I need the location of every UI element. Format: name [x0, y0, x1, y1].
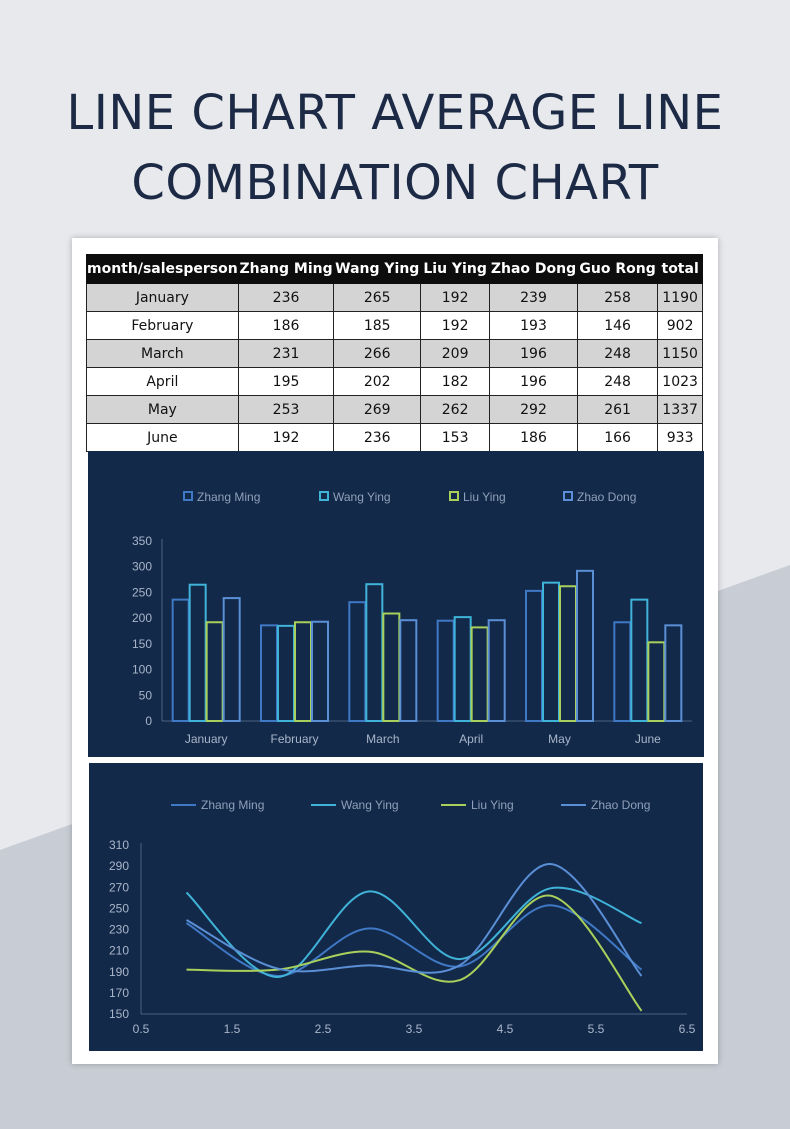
y-tick-label: 190 [108, 964, 129, 979]
y-tick-label: 150 [131, 636, 152, 651]
x-tick-label: 6.5 [678, 1022, 696, 1036]
y-tick-label: 210 [108, 943, 129, 958]
x-tick-label: 5.5 [587, 1022, 605, 1036]
table-cell: 196 [490, 368, 578, 396]
line-zhang-ming [187, 905, 642, 976]
table-cell: 192 [238, 424, 334, 452]
bar-liu-ying [472, 627, 488, 721]
x-tick-label: May [548, 732, 571, 746]
header-cell: Liu Ying [421, 255, 490, 284]
bar-zhao-dong [224, 598, 240, 721]
table-cell: January [87, 284, 239, 312]
table-cell: 1337 [658, 396, 703, 424]
bar-wang-ying [631, 600, 647, 721]
legend-label: Zhao Dong [577, 490, 637, 504]
table-cell: 1150 [658, 340, 703, 368]
table-cell: 248 [577, 368, 657, 396]
y-tick-label: 100 [131, 662, 152, 677]
table-cell: 186 [238, 312, 334, 340]
x-tick-label: April [459, 732, 484, 746]
table-cell: 166 [577, 424, 657, 452]
legend-marker [450, 492, 458, 500]
table-cell: 258 [577, 284, 657, 312]
bar-zhang-ming [173, 600, 189, 721]
legend-marker [320, 492, 328, 500]
header-cell: Zhang Ming [238, 255, 334, 284]
y-tick-label: 150 [108, 1007, 129, 1021]
legend-marker [184, 492, 192, 500]
table-cell: 239 [490, 284, 578, 312]
table-cell: 185 [334, 312, 421, 340]
bar-zhao-dong [665, 625, 681, 721]
bar-liu-ying [295, 622, 311, 721]
y-tick-label: 250 [131, 585, 152, 600]
x-tick-label: June [634, 732, 661, 746]
table-cell: 153 [421, 424, 490, 452]
bar-zhang-ming [526, 591, 542, 721]
bar-wang-ying [278, 626, 294, 721]
bar-wang-ying [190, 585, 206, 721]
x-tick-label: 0.5 [132, 1022, 150, 1036]
page-title [0, 78, 790, 218]
header-cell: month/salesperson [87, 255, 239, 284]
y-tick-label: 200 [131, 611, 152, 626]
table-cell: February [87, 312, 239, 340]
table-cell: 933 [658, 424, 703, 452]
table-cell: 231 [238, 340, 334, 368]
legend-label: Zhao Dong [591, 798, 651, 812]
header-cell: total [658, 255, 703, 284]
report-sheet [72, 238, 718, 1064]
bar-zhao-dong [312, 622, 328, 721]
table-cell: 182 [421, 368, 490, 396]
table-cell: 265 [334, 284, 421, 312]
bar-liu-ying [383, 614, 399, 721]
table-cell: June [87, 424, 239, 452]
line-wang-ying [187, 888, 642, 977]
table-cell: 146 [577, 312, 657, 340]
table-cell: 186 [490, 424, 578, 452]
y-tick-label: 50 [138, 688, 152, 703]
y-tick-label: 170 [108, 985, 129, 1000]
table-cell: 196 [490, 340, 578, 368]
legend-label: Zhang Ming [197, 490, 261, 504]
table-cell: 195 [238, 368, 334, 396]
header-cell: Wang Ying [334, 255, 421, 284]
legend-label: Wang Ying [341, 798, 399, 812]
table-row [87, 284, 703, 312]
bar-wang-ying [543, 583, 559, 721]
table-row [87, 368, 703, 396]
line-chart-panel [89, 763, 703, 1051]
y-tick-label: 300 [131, 559, 152, 574]
line-zhao-dong [187, 864, 642, 976]
bar-zhao-dong [489, 620, 505, 721]
table-cell: 192 [421, 284, 490, 312]
bar-liu-ying [560, 586, 576, 721]
table-cell: 192 [421, 312, 490, 340]
table-row [87, 424, 703, 452]
legend-label: Liu Ying [471, 798, 514, 812]
table-cell: 1023 [658, 368, 703, 396]
y-tick-label: 310 [108, 838, 129, 852]
bar-zhang-ming [349, 602, 365, 721]
table-cell: 236 [238, 284, 334, 312]
bar-chart-panel [88, 451, 704, 757]
legend-label: Liu Ying [463, 490, 506, 504]
bar-wang-ying [455, 617, 471, 721]
table-cell: March [87, 340, 239, 368]
header-cell: Zhao Dong [490, 255, 578, 284]
line-chart [89, 763, 703, 1051]
table-header-row [87, 255, 703, 284]
table-cell: 292 [490, 396, 578, 424]
table-cell: 202 [334, 368, 421, 396]
table-cell: May [87, 396, 239, 424]
y-tick-label: 0 [145, 714, 152, 728]
legend-label: Zhang Ming [201, 798, 265, 812]
sales-table [86, 254, 703, 452]
title-line-1: LINE CHART AVERAGE LINE [66, 85, 724, 141]
bar-zhao-dong [577, 571, 593, 721]
header-cell: Guo Rong [577, 255, 657, 284]
bar-zhang-ming [438, 621, 454, 721]
y-tick-label: 350 [131, 534, 152, 548]
bar-wang-ying [366, 584, 382, 721]
title-line-2: COMBINATION CHART [131, 155, 659, 211]
y-tick-label: 250 [108, 901, 129, 916]
x-tick-label: 3.5 [405, 1022, 423, 1036]
table-cell: 1190 [658, 284, 703, 312]
table-row [87, 396, 703, 424]
y-tick-label: 290 [108, 859, 129, 874]
table-cell: 269 [334, 396, 421, 424]
legend-label: Wang Ying [333, 490, 391, 504]
bar-liu-ying [207, 622, 223, 721]
table-cell: 266 [334, 340, 421, 368]
x-tick-label: March [366, 732, 400, 746]
bar-zhang-ming [261, 625, 277, 721]
legend-marker [564, 492, 572, 500]
bar-zhao-dong [400, 620, 416, 721]
y-tick-label: 270 [108, 880, 129, 895]
bar-chart [88, 451, 704, 757]
table-cell: April [87, 368, 239, 396]
table-cell: 209 [421, 340, 490, 368]
bar-zhang-ming [614, 622, 630, 721]
x-tick-label: 2.5 [314, 1022, 332, 1036]
table-cell: 193 [490, 312, 578, 340]
table-cell: 248 [577, 340, 657, 368]
table-row [87, 312, 703, 340]
table-cell: 253 [238, 396, 334, 424]
table-cell: 902 [658, 312, 703, 340]
x-tick-label: February [270, 732, 319, 746]
table-cell: 262 [421, 396, 490, 424]
table-cell: 261 [577, 396, 657, 424]
x-tick-label: 4.5 [496, 1022, 514, 1036]
x-tick-label: 1.5 [223, 1022, 241, 1036]
x-tick-label: January [184, 732, 228, 746]
table-cell: 236 [334, 424, 421, 452]
y-tick-label: 230 [108, 922, 129, 937]
bar-liu-ying [648, 642, 664, 721]
table-row [87, 340, 703, 368]
